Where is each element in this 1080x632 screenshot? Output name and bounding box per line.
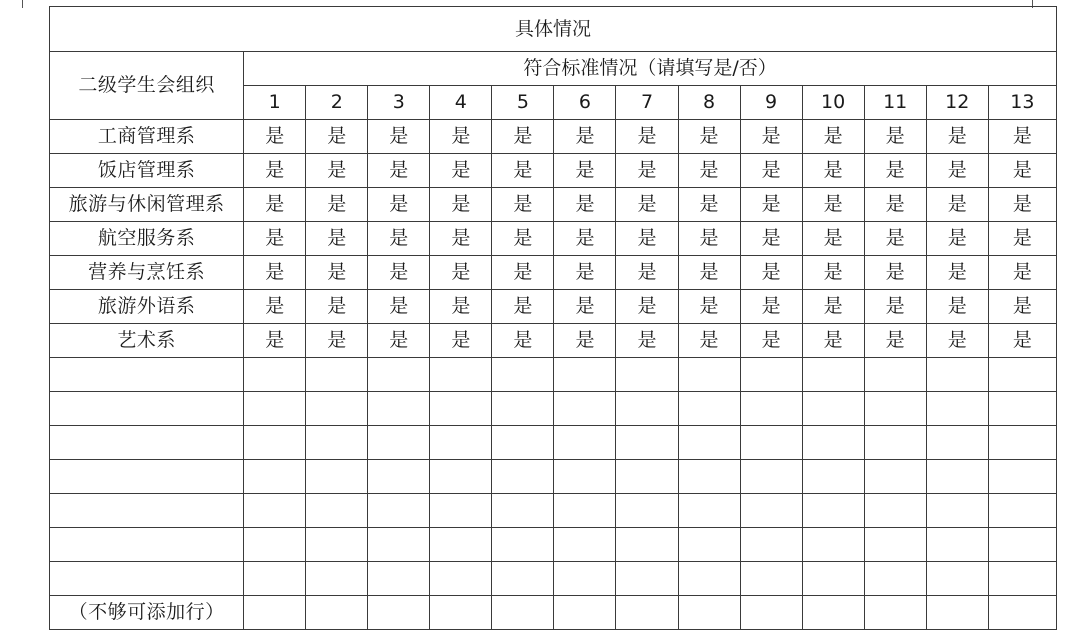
criteria-cell[interactable] bbox=[988, 392, 1056, 426]
criteria-cell[interactable]: 是 bbox=[740, 290, 802, 324]
criteria-cell[interactable] bbox=[306, 494, 368, 528]
criteria-cell[interactable]: 是 bbox=[492, 120, 554, 154]
criteria-cell[interactable]: 是 bbox=[492, 188, 554, 222]
column-number-2: 2 bbox=[306, 86, 368, 120]
criteria-cell[interactable] bbox=[616, 528, 678, 562]
criteria-cell[interactable] bbox=[802, 392, 864, 426]
criteria-cell[interactable]: 是 bbox=[988, 222, 1056, 256]
criteria-cell[interactable] bbox=[492, 358, 554, 392]
column-number-4: 4 bbox=[430, 86, 492, 120]
criteria-cell[interactable]: 是 bbox=[616, 290, 678, 324]
criteria-cell[interactable] bbox=[988, 460, 1056, 494]
criteria-cell[interactable] bbox=[678, 494, 740, 528]
criteria-cell[interactable] bbox=[864, 460, 926, 494]
criteria-cell[interactable] bbox=[678, 392, 740, 426]
criteria-cell[interactable] bbox=[430, 562, 492, 596]
criteria-cell[interactable]: 是 bbox=[244, 290, 306, 324]
criteria-cell[interactable]: 是 bbox=[988, 120, 1056, 154]
criteria-cell[interactable] bbox=[802, 596, 864, 630]
criteria-cell[interactable]: 是 bbox=[306, 188, 368, 222]
criteria-cell[interactable] bbox=[244, 358, 306, 392]
criteria-cell[interactable] bbox=[616, 392, 678, 426]
criteria-cell[interactable]: 是 bbox=[430, 324, 492, 358]
criteria-cell[interactable]: 是 bbox=[368, 188, 430, 222]
criteria-cell[interactable] bbox=[492, 528, 554, 562]
org-name-cell[interactable] bbox=[50, 494, 244, 528]
criteria-cell[interactable]: 是 bbox=[368, 324, 430, 358]
criteria-cell[interactable] bbox=[430, 358, 492, 392]
criteria-cell[interactable] bbox=[864, 392, 926, 426]
criteria-cell[interactable]: 是 bbox=[368, 256, 430, 290]
criteria-cell[interactable]: 是 bbox=[802, 188, 864, 222]
criteria-cell[interactable] bbox=[864, 494, 926, 528]
org-name-cell[interactable] bbox=[50, 460, 244, 494]
criteria-cell[interactable] bbox=[244, 494, 306, 528]
criteria-cell[interactable] bbox=[740, 358, 802, 392]
criteria-cell[interactable]: 是 bbox=[368, 222, 430, 256]
criteria-cell[interactable] bbox=[492, 392, 554, 426]
org-name-cell[interactable]: 旅游外语系 bbox=[50, 290, 244, 324]
criteria-cell[interactable]: 是 bbox=[492, 256, 554, 290]
criteria-cell[interactable] bbox=[306, 426, 368, 460]
org-name-cell[interactable]: 旅游与休闲管理系 bbox=[50, 188, 244, 222]
criteria-cell[interactable] bbox=[616, 596, 678, 630]
criteria-cell[interactable] bbox=[678, 460, 740, 494]
criteria-cell[interactable] bbox=[554, 460, 616, 494]
criteria-cell[interactable] bbox=[554, 562, 616, 596]
criteria-cell[interactable] bbox=[368, 528, 430, 562]
criteria-cell[interactable] bbox=[554, 392, 616, 426]
criteria-cell[interactable] bbox=[368, 494, 430, 528]
criteria-cell[interactable]: 是 bbox=[554, 120, 616, 154]
criteria-cell[interactable]: 是 bbox=[678, 256, 740, 290]
criteria-table bbox=[49, 6, 1057, 630]
crop-mark-left bbox=[22, 0, 23, 8]
criteria-cell[interactable] bbox=[988, 596, 1056, 630]
criteria-cell[interactable]: 是 bbox=[678, 222, 740, 256]
criteria-cell[interactable] bbox=[864, 426, 926, 460]
criteria-cell[interactable]: 是 bbox=[864, 154, 926, 188]
criteria-cell[interactable]: 是 bbox=[368, 154, 430, 188]
criteria-cell[interactable] bbox=[306, 528, 368, 562]
table-row bbox=[50, 426, 1057, 460]
criteria-cell[interactable]: 是 bbox=[802, 154, 864, 188]
table-row bbox=[50, 562, 1057, 596]
criteria-cell[interactable]: 是 bbox=[306, 154, 368, 188]
criteria-cell[interactable]: 是 bbox=[244, 154, 306, 188]
table-row bbox=[50, 256, 1057, 290]
criteria-cell[interactable] bbox=[926, 528, 988, 562]
criteria-cell[interactable] bbox=[864, 358, 926, 392]
criteria-cell[interactable] bbox=[864, 562, 926, 596]
criteria-cell[interactable]: 是 bbox=[616, 120, 678, 154]
criteria-cell[interactable] bbox=[616, 358, 678, 392]
criteria-cell[interactable] bbox=[926, 562, 988, 596]
criteria-cell[interactable]: 是 bbox=[988, 154, 1056, 188]
criteria-cell[interactable]: 是 bbox=[926, 290, 988, 324]
column-number-11: 11 bbox=[864, 86, 926, 120]
criteria-cell[interactable] bbox=[244, 426, 306, 460]
org-name-cell[interactable]: 营养与烹饪系 bbox=[50, 256, 244, 290]
criteria-cell[interactable] bbox=[306, 562, 368, 596]
criteria-cell[interactable] bbox=[926, 494, 988, 528]
criteria-cell[interactable] bbox=[430, 392, 492, 426]
org-header: 二级学生会组织 bbox=[50, 52, 244, 120]
criteria-cell[interactable]: 是 bbox=[802, 120, 864, 154]
criteria-cell[interactable] bbox=[740, 528, 802, 562]
table-row bbox=[50, 460, 1057, 494]
criteria-cell[interactable] bbox=[802, 528, 864, 562]
criteria-cell[interactable] bbox=[430, 596, 492, 630]
criteria-cell[interactable]: 是 bbox=[244, 188, 306, 222]
column-number-3: 3 bbox=[368, 86, 430, 120]
criteria-cell[interactable]: 是 bbox=[864, 188, 926, 222]
criteria-cell[interactable]: 是 bbox=[430, 290, 492, 324]
criteria-cell[interactable] bbox=[926, 460, 988, 494]
criteria-cell[interactable]: 是 bbox=[988, 256, 1056, 290]
criteria-cell[interactable] bbox=[740, 460, 802, 494]
criteria-cell[interactable]: 是 bbox=[368, 290, 430, 324]
criteria-cell[interactable] bbox=[554, 494, 616, 528]
criteria-cell[interactable] bbox=[368, 596, 430, 630]
criteria-cell[interactable] bbox=[616, 426, 678, 460]
table-row bbox=[50, 120, 1057, 154]
org-name-cell[interactable] bbox=[50, 392, 244, 426]
criteria-cell[interactable]: 是 bbox=[740, 120, 802, 154]
criteria-cell[interactable] bbox=[554, 528, 616, 562]
column-number-9: 9 bbox=[740, 86, 802, 120]
criteria-cell[interactable] bbox=[368, 460, 430, 494]
criteria-cell[interactable] bbox=[678, 528, 740, 562]
org-name-cell[interactable]: 饭店管理系 bbox=[50, 154, 244, 188]
criteria-cell[interactable] bbox=[678, 562, 740, 596]
criteria-cell[interactable]: 是 bbox=[244, 222, 306, 256]
criteria-cell[interactable] bbox=[988, 358, 1056, 392]
criteria-cell[interactable] bbox=[430, 494, 492, 528]
criteria-cell[interactable]: 是 bbox=[988, 324, 1056, 358]
org-name-cell[interactable] bbox=[50, 426, 244, 460]
criteria-cell[interactable]: 是 bbox=[678, 290, 740, 324]
criteria-cell[interactable] bbox=[678, 426, 740, 460]
criteria-cell[interactable] bbox=[802, 358, 864, 392]
criteria-cell[interactable] bbox=[678, 596, 740, 630]
criteria-cell[interactable]: 是 bbox=[492, 222, 554, 256]
criteria-cell[interactable]: 是 bbox=[678, 324, 740, 358]
criteria-cell[interactable]: 是 bbox=[430, 188, 492, 222]
criteria-cell[interactable] bbox=[802, 460, 864, 494]
criteria-cell[interactable]: 是 bbox=[864, 120, 926, 154]
criteria-cell[interactable] bbox=[988, 494, 1056, 528]
criteria-cell[interactable]: 是 bbox=[244, 120, 306, 154]
org-name-cell[interactable]: 艺术系 bbox=[50, 324, 244, 358]
criteria-cell[interactable]: 是 bbox=[616, 188, 678, 222]
criteria-cell[interactable]: 是 bbox=[616, 324, 678, 358]
criteria-cell[interactable]: 是 bbox=[492, 290, 554, 324]
criteria-cell[interactable]: 是 bbox=[430, 120, 492, 154]
criteria-cell[interactable] bbox=[244, 460, 306, 494]
criteria-cell[interactable]: 是 bbox=[430, 222, 492, 256]
criteria-cell[interactable]: 是 bbox=[802, 290, 864, 324]
criteria-cell[interactable] bbox=[244, 392, 306, 426]
criteria-cell[interactable]: 是 bbox=[306, 324, 368, 358]
org-name-cell[interactable] bbox=[50, 528, 244, 562]
criteria-cell[interactable] bbox=[988, 562, 1056, 596]
criteria-cell[interactable]: 是 bbox=[554, 154, 616, 188]
table-row bbox=[50, 324, 1057, 358]
criteria-cell[interactable]: 是 bbox=[988, 290, 1056, 324]
criteria-cell[interactable] bbox=[430, 426, 492, 460]
criteria-cell[interactable]: 是 bbox=[802, 256, 864, 290]
criteria-cell[interactable] bbox=[492, 494, 554, 528]
criteria-cell[interactable] bbox=[306, 460, 368, 494]
table-row bbox=[50, 222, 1057, 256]
criteria-cell[interactable] bbox=[802, 426, 864, 460]
column-number-12: 12 bbox=[926, 86, 988, 120]
table-row bbox=[50, 596, 1057, 630]
criteria-cell[interactable] bbox=[430, 528, 492, 562]
criteria-cell[interactable]: 是 bbox=[740, 222, 802, 256]
criteria-cell[interactable] bbox=[988, 528, 1056, 562]
criteria-cell[interactable] bbox=[306, 358, 368, 392]
criteria-cell[interactable]: 是 bbox=[926, 222, 988, 256]
column-number-10: 10 bbox=[802, 86, 864, 120]
criteria-cell[interactable]: 是 bbox=[554, 188, 616, 222]
table-row bbox=[50, 290, 1057, 324]
criteria-cell[interactable] bbox=[740, 596, 802, 630]
criteria-cell[interactable]: 是 bbox=[988, 188, 1056, 222]
criteria-cell[interactable]: 是 bbox=[306, 222, 368, 256]
criteria-cell[interactable] bbox=[368, 426, 430, 460]
column-number-13: 13 bbox=[988, 86, 1056, 120]
table-row bbox=[50, 494, 1057, 528]
criteria-cell[interactable] bbox=[554, 596, 616, 630]
criteria-cell[interactable] bbox=[740, 392, 802, 426]
criteria-cell[interactable]: 是 bbox=[926, 188, 988, 222]
criteria-cell[interactable] bbox=[740, 426, 802, 460]
criteria-cell[interactable]: 是 bbox=[554, 222, 616, 256]
table-row bbox=[50, 154, 1057, 188]
column-number-5: 5 bbox=[492, 86, 554, 120]
criteria-cell[interactable] bbox=[492, 562, 554, 596]
criteria-cell[interactable] bbox=[864, 528, 926, 562]
criteria-cell[interactable]: 是 bbox=[926, 324, 988, 358]
criteria-cell[interactable] bbox=[306, 596, 368, 630]
criteria-cell[interactable] bbox=[368, 392, 430, 426]
criteria-cell[interactable]: 是 bbox=[306, 290, 368, 324]
criteria-cell[interactable]: 是 bbox=[926, 154, 988, 188]
table-row bbox=[50, 188, 1057, 222]
criteria-cell[interactable]: 是 bbox=[678, 188, 740, 222]
criteria-cell[interactable] bbox=[926, 358, 988, 392]
criteria-cell[interactable]: 是 bbox=[926, 120, 988, 154]
org-name-cell[interactable] bbox=[50, 358, 244, 392]
criteria-cell[interactable]: 是 bbox=[492, 324, 554, 358]
criteria-header: 符合标准情况（请填写是/否） bbox=[244, 52, 1057, 86]
org-name-cell[interactable]: 工商管理系 bbox=[50, 120, 244, 154]
criteria-cell[interactable] bbox=[802, 494, 864, 528]
criteria-cell[interactable]: 是 bbox=[554, 290, 616, 324]
criteria-cell[interactable]: 是 bbox=[740, 188, 802, 222]
criteria-cell[interactable] bbox=[244, 562, 306, 596]
criteria-cell[interactable] bbox=[306, 392, 368, 426]
criteria-cell[interactable]: 是 bbox=[802, 324, 864, 358]
criteria-cell[interactable]: 是 bbox=[864, 222, 926, 256]
org-name-cell[interactable] bbox=[50, 562, 244, 596]
table-row bbox=[50, 528, 1057, 562]
criteria-cell[interactable] bbox=[926, 426, 988, 460]
column-number-8: 8 bbox=[678, 86, 740, 120]
criteria-cell[interactable]: 是 bbox=[616, 256, 678, 290]
criteria-cell[interactable]: 是 bbox=[802, 222, 864, 256]
criteria-cell[interactable]: 是 bbox=[306, 120, 368, 154]
criteria-cell[interactable] bbox=[554, 426, 616, 460]
criteria-cell[interactable]: 是 bbox=[430, 256, 492, 290]
criteria-cell[interactable] bbox=[492, 460, 554, 494]
criteria-cell[interactable]: 是 bbox=[864, 256, 926, 290]
column-number-6: 6 bbox=[554, 86, 616, 120]
table-title: 具体情况 bbox=[50, 7, 1057, 52]
criteria-cell[interactable]: 是 bbox=[740, 324, 802, 358]
criteria-cell[interactable]: 是 bbox=[740, 256, 802, 290]
criteria-cell[interactable] bbox=[802, 562, 864, 596]
criteria-cell[interactable]: 是 bbox=[926, 256, 988, 290]
criteria-cell[interactable] bbox=[492, 426, 554, 460]
criteria-cell[interactable] bbox=[988, 426, 1056, 460]
criteria-cell[interactable] bbox=[678, 358, 740, 392]
org-name-cell[interactable]: 航空服务系 bbox=[50, 222, 244, 256]
criteria-cell[interactable]: 是 bbox=[244, 256, 306, 290]
criteria-cell[interactable] bbox=[554, 358, 616, 392]
criteria-cell[interactable] bbox=[244, 596, 306, 630]
criteria-cell[interactable] bbox=[616, 460, 678, 494]
criteria-cell[interactable]: 是 bbox=[430, 154, 492, 188]
table-row bbox=[50, 358, 1057, 392]
column-number-7: 7 bbox=[616, 86, 678, 120]
criteria-cell[interactable]: 是 bbox=[554, 256, 616, 290]
criteria-cell[interactable] bbox=[926, 596, 988, 630]
criteria-cell[interactable] bbox=[740, 562, 802, 596]
criteria-cell[interactable]: 是 bbox=[554, 324, 616, 358]
criteria-cell[interactable]: 是 bbox=[864, 324, 926, 358]
criteria-cell[interactable] bbox=[430, 460, 492, 494]
criteria-cell[interactable] bbox=[616, 494, 678, 528]
criteria-cell[interactable] bbox=[616, 562, 678, 596]
org-name-cell[interactable]: （不够可添加行） bbox=[50, 596, 244, 630]
criteria-cell[interactable]: 是 bbox=[616, 154, 678, 188]
criteria-cell[interactable]: 是 bbox=[740, 154, 802, 188]
criteria-cell[interactable]: 是 bbox=[616, 222, 678, 256]
criteria-cell[interactable]: 是 bbox=[678, 120, 740, 154]
column-number-1: 1 bbox=[244, 86, 306, 120]
criteria-cell[interactable] bbox=[492, 596, 554, 630]
criteria-cell[interactable] bbox=[368, 562, 430, 596]
criteria-cell[interactable]: 是 bbox=[492, 154, 554, 188]
criteria-cell[interactable]: 是 bbox=[864, 290, 926, 324]
criteria-cell[interactable]: 是 bbox=[244, 324, 306, 358]
criteria-cell[interactable]: 是 bbox=[306, 256, 368, 290]
criteria-cell[interactable] bbox=[368, 358, 430, 392]
criteria-cell[interactable] bbox=[244, 528, 306, 562]
criteria-cell[interactable] bbox=[864, 596, 926, 630]
criteria-cell[interactable] bbox=[926, 392, 988, 426]
criteria-cell[interactable] bbox=[740, 494, 802, 528]
table-row bbox=[50, 392, 1057, 426]
criteria-cell[interactable]: 是 bbox=[678, 154, 740, 188]
criteria-cell[interactable]: 是 bbox=[368, 120, 430, 154]
